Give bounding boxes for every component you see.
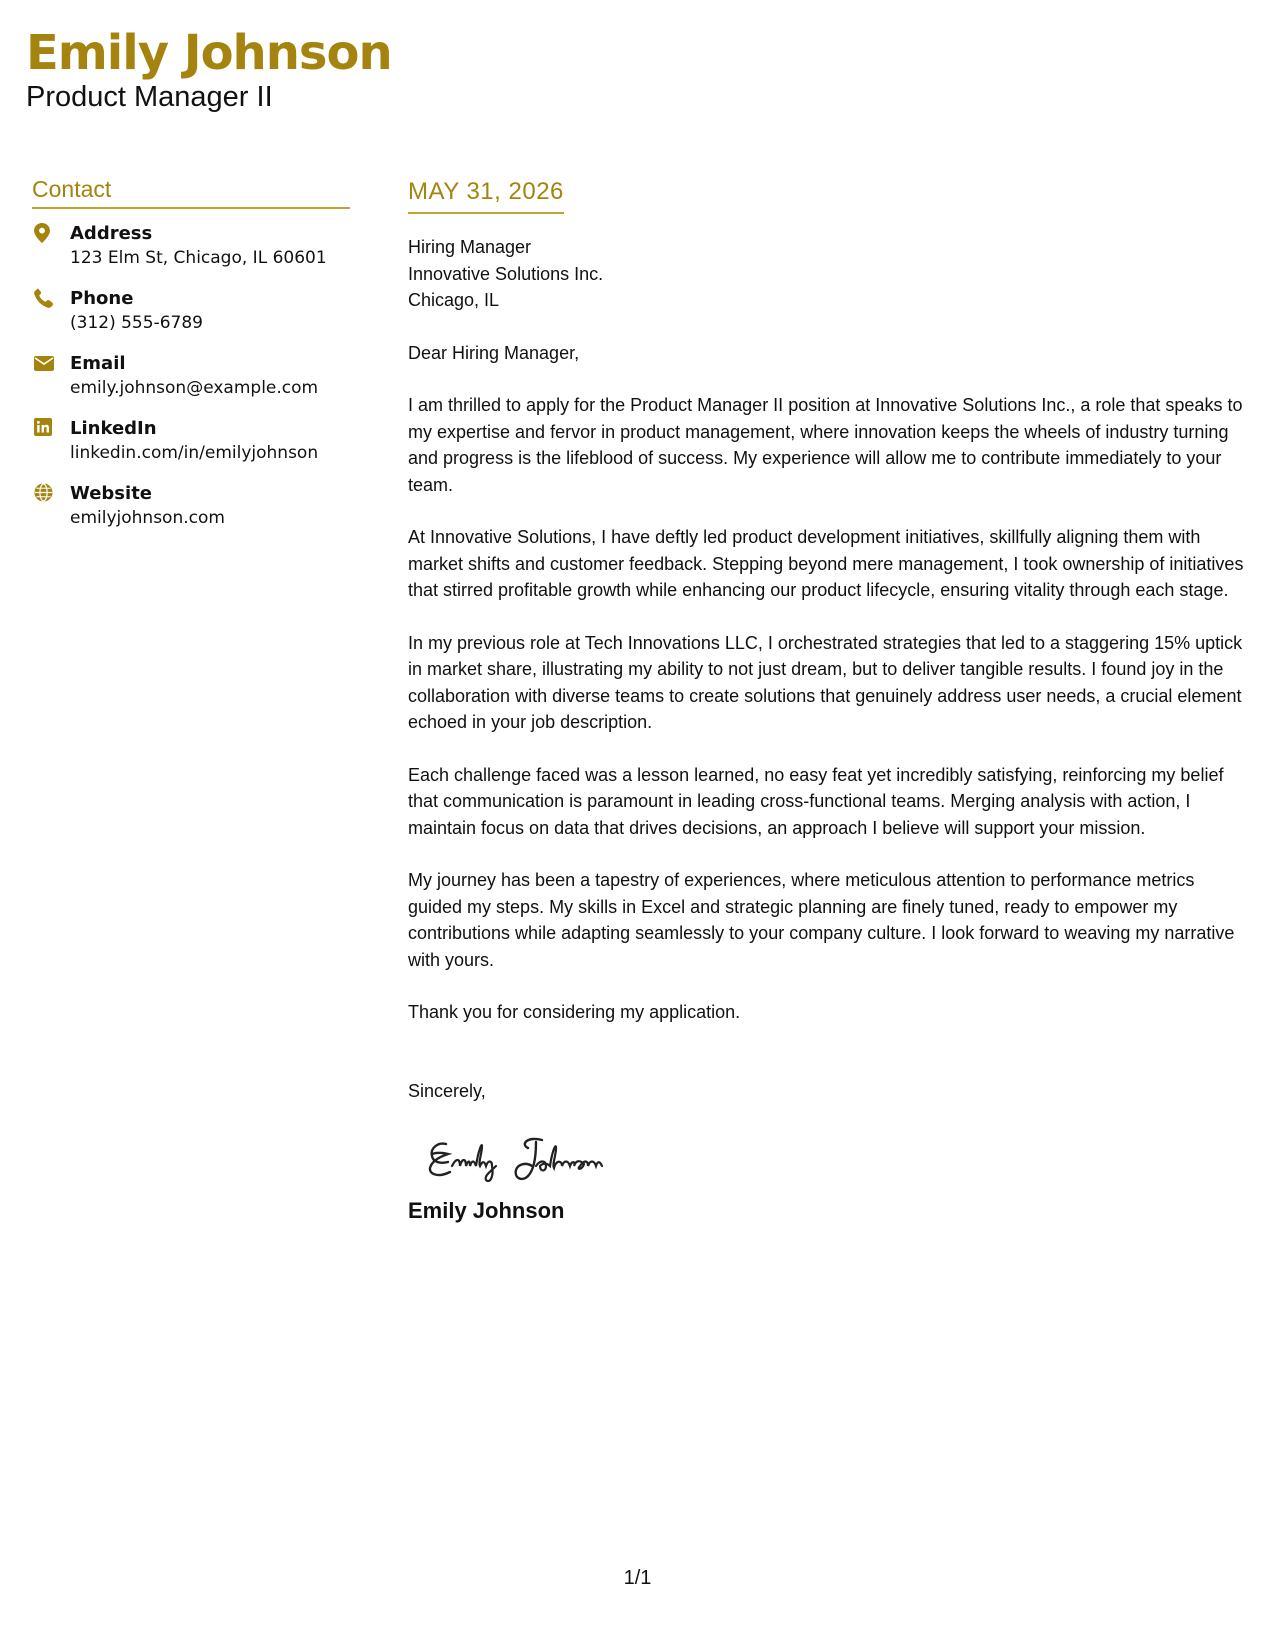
contact-label: Website <box>70 483 153 504</box>
letter-date: MAY 31, 2026 <box>408 178 564 214</box>
handwritten-signature <box>424 1126 1248 1186</box>
globe-icon <box>32 481 70 502</box>
address-value: 123 Elm St, Chicago, IL 60601 <box>70 248 327 268</box>
linkedin-icon <box>32 416 70 436</box>
signer-name: Emily Johnson <box>408 1198 565 1223</box>
paragraph: In my previous role at Tech Innovations LLC, I orchestrated strategies that led to a staggering 15% uptick in market share, illustrating my ability to not just dream, but to deliver tangible results. I found joy in the collaboration with diverse teams to create solutions that genuinely address user needs, a crucial element echoed in your job description. <box>408 632 1243 732</box>
job-title: Product Manager II <box>26 81 273 113</box>
contact-sidebar <box>32 176 350 546</box>
recipient-line: Innovative Solutions Inc. <box>408 263 604 284</box>
letter-body <box>408 178 1248 1224</box>
email-value: emily.johnson@example.com <box>70 378 319 398</box>
paragraph: At Innovative Solutions, I have deftly led product development initiatives, skillfully aligning them with market shifts and customer feedback. Stepping beyond mere management, I took ownership of initiatives that stirred profitable growth while enhancing our product lifecycle, ensuring vitality through each stage. <box>408 527 1244 600</box>
contact-item-linkedin <box>32 416 350 466</box>
contact-label: Email <box>70 353 126 374</box>
contact-section-title: Contact <box>32 176 350 209</box>
paragraph: Each challenge faced was a lesson learned, no easy feat yet incredibly satisfying, reinforcing my belief that communication is paramount in leading cross-functional teams. Merging analysis with action, I maintain focus on data that drives decisions, an approach I believe will support your mission. <box>408 764 1224 838</box>
contact-label: LinkedIn <box>70 418 157 439</box>
greeting: Dear Hiring Manager, <box>408 342 580 363</box>
contact-label: Phone <box>70 288 134 309</box>
closing: Sincerely, <box>408 1080 486 1101</box>
website-value: emilyjohnson.com <box>70 508 225 528</box>
contact-item-address <box>32 221 350 271</box>
applicant-name: Emily Johnson <box>26 25 392 81</box>
phone-value: (312) 555-6789 <box>70 313 203 333</box>
contact-label: Address <box>70 223 153 244</box>
page-number: 1/1 <box>623 1567 652 1589</box>
phone-icon <box>32 286 70 308</box>
contact-item-phone <box>32 286 350 336</box>
recipient-line: Chicago, IL <box>408 290 500 310</box>
location-pin-icon <box>32 221 70 243</box>
contact-item-website <box>32 481 350 531</box>
header <box>26 24 392 114</box>
contact-item-email <box>32 351 350 401</box>
recipient-block <box>408 234 1248 314</box>
paragraph: I am thrilled to apply for the Product Manager II position at Innovative Solutions Inc., a role that speaks to my expertise and fervor in product management, where innovation keeps the wheels of industry turning and progress is the lifeblood of success. My experience will allow me to contribute immediately to your team. <box>408 395 1243 495</box>
paragraph: My journey has been a tapestry of experiences, where meticulous attention to performance metrics guided my steps. My skills in Excel and strategic planning are finely tuned, ready to empower my contributions while adapting seamlessly to your company culture. I look forward to weaving my narrative with yours. <box>408 870 1235 970</box>
recipient-line: Hiring Manager <box>408 237 532 257</box>
linkedin-value: linkedin.com/in/emilyjohnson <box>70 443 319 463</box>
paragraph: Thank you for considering my application. <box>408 1002 741 1022</box>
envelope-icon <box>32 351 70 372</box>
